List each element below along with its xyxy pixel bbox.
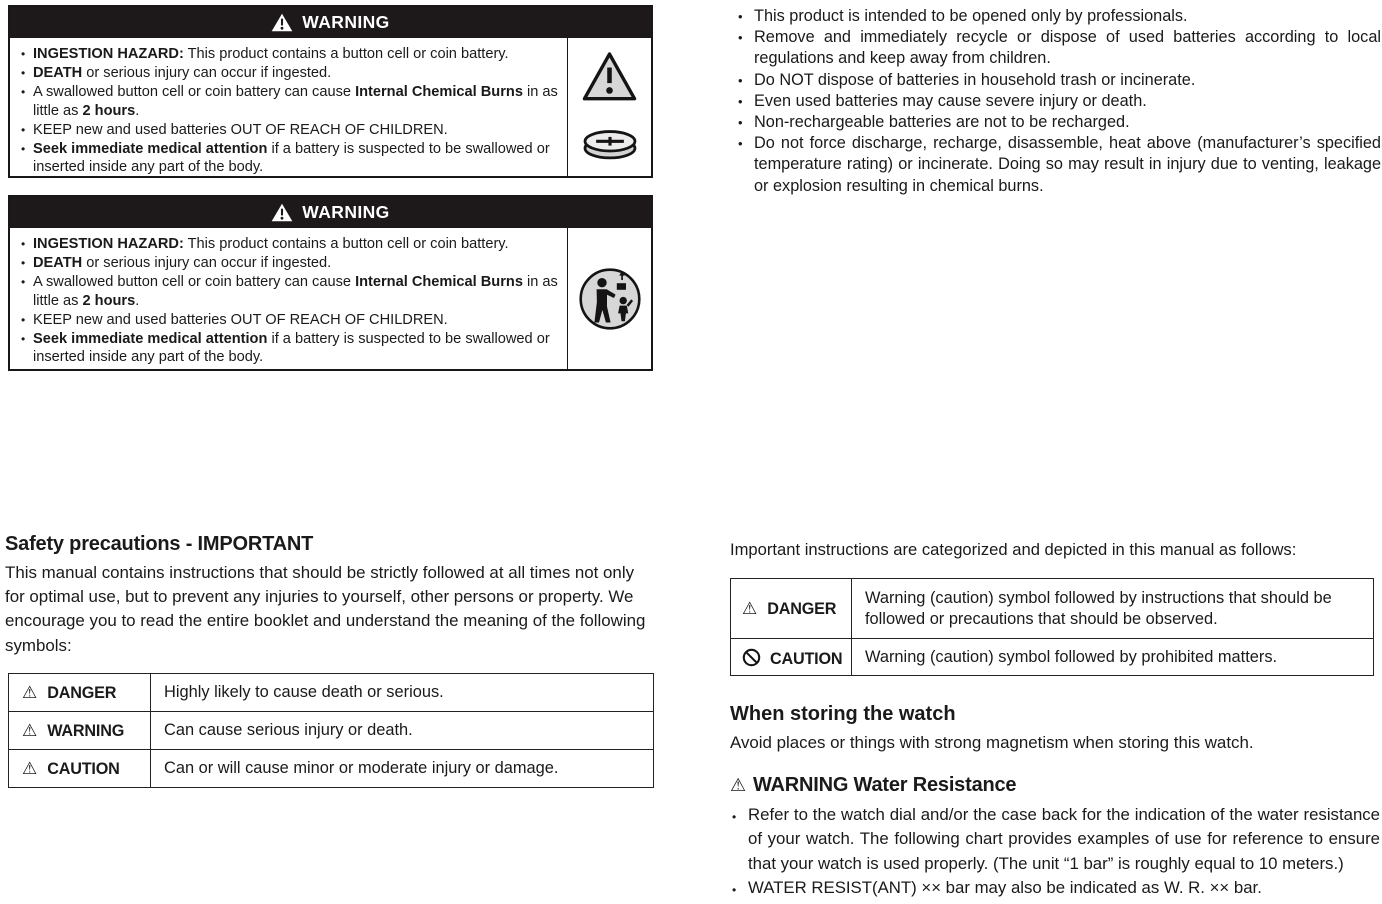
warning-bullet-list bbox=[19, 45, 561, 177]
water-resistance-item: • WATER RESIST(ANT) ×× bar may also be indicated as W. R. ×× bar. bbox=[730, 876, 1380, 900]
table-row bbox=[731, 579, 1374, 639]
precaution-item: • Remove and immediately recycle or dispose of used batteries according to local regulations and keep away from children. bbox=[735, 27, 1381, 69]
precaution-item: • Non-rechargeable batteries are not to be recharged. bbox=[735, 112, 1381, 133]
warning-bullet: • A swallowed button cell or coin battery can cause Internal Chemical Burns in as little as 2 hours. bbox=[19, 273, 561, 311]
warning-triangle-icon: ⚠ bbox=[742, 599, 758, 619]
warning-triangle-icon: ⚠ bbox=[22, 721, 38, 741]
categorization-intro: Important instructions are categorized and depicted in this manual as follows: bbox=[730, 540, 1297, 559]
warning-box-children bbox=[8, 195, 653, 371]
category-label: DANGER bbox=[767, 599, 837, 618]
water-resistance-item: • Refer to the watch dial and/or the case back for the indication of the water resistance of your watch. The following chart provides examples of use for reference to ensure that your watch is used properly. (The unit “1 bar” is roughly equal to 10 meters.) bbox=[730, 803, 1380, 876]
table-row bbox=[731, 639, 1374, 676]
warning-bullet-list bbox=[19, 235, 561, 367]
warning-bullet: • DEATH or serious injury can occur if ingested. bbox=[19, 64, 561, 83]
severity-table bbox=[8, 673, 654, 788]
precaution-item: • This product is intended to be opened only by professionals. bbox=[735, 6, 1381, 27]
prohibition-icon bbox=[742, 648, 761, 667]
warning-bullet: • Seek immediate medical attention if a battery is suspected to be swallowed or inserted inside any part of the body. bbox=[19, 140, 561, 178]
severity-label: CAUTION bbox=[47, 759, 120, 778]
table-row bbox=[9, 712, 654, 750]
severity-description: Can cause serious injury or death. bbox=[151, 712, 654, 750]
water-resistance-section bbox=[730, 774, 1380, 900]
warning-triangle-icon bbox=[271, 13, 293, 32]
precaution-item: • Do not force discharge, recharge, disassemble, heat above (manufacturer’s specified temperature rating) or incinerate. Doing so may result in injury due to venting, leakage or explosion resulting in chemical burns. bbox=[735, 133, 1381, 197]
water-resistance-list bbox=[730, 803, 1380, 900]
category-description: Warning (caution) symbol followed by prohibited matters. bbox=[852, 639, 1374, 676]
coin-battery-icon bbox=[581, 126, 639, 163]
safety-precautions-section bbox=[5, 533, 656, 658]
precaution-item: • Do NOT dispose of batteries in household trash or incinerate. bbox=[735, 70, 1381, 91]
warning-triangle-icon bbox=[271, 203, 293, 222]
section-heading: Safety precautions - IMPORTANT bbox=[5, 533, 314, 555]
warning-bullet: • A swallowed button cell or coin battery can cause Internal Chemical Burns in as little as 2 hours. bbox=[19, 83, 561, 121]
warning-triangle-icon: ⚠ bbox=[22, 683, 38, 703]
warning-bullet: • DEATH or serious injury can occur if ingested. bbox=[19, 254, 561, 273]
warning-triangle-icon bbox=[581, 51, 638, 102]
category-label: CAUTION bbox=[770, 650, 843, 668]
precaution-item: • Even used batteries may cause severe injury or death. bbox=[735, 91, 1381, 112]
category-description: Warning (caution) symbol followed by instructions that should be followed or precautions that should be observed. bbox=[852, 579, 1374, 639]
warning-box-title: WARNING bbox=[302, 202, 390, 222]
section-body: Avoid places or things with strong magnetism when storing this watch. bbox=[730, 733, 1254, 752]
severity-description: Can or will cause minor or moderate injury or damage. bbox=[151, 750, 654, 788]
categorization-table bbox=[730, 578, 1374, 676]
severity-label: DANGER bbox=[47, 683, 117, 702]
warning-bullet: • INGESTION HAZARD: This product contains a button cell or coin battery. bbox=[19, 235, 561, 254]
table-row bbox=[9, 750, 654, 788]
severity-label: WARNING bbox=[47, 721, 125, 740]
warning-bullet: • KEEP new and used batteries OUT OF REACH OF CHILDREN. bbox=[19, 311, 561, 330]
section-heading: WARNING Water Resistance bbox=[752, 774, 1017, 796]
battery-precautions-list bbox=[735, 6, 1381, 197]
section-heading: When storing the watch bbox=[730, 703, 956, 725]
warning-bullet: • KEEP new and used batteries OUT OF REACH OF CHILDREN. bbox=[19, 121, 561, 140]
battery-precautions-list-container bbox=[735, 6, 1381, 197]
severity-description: Highly likely to cause death or serious. bbox=[151, 674, 654, 712]
section-body: This manual contains instructions that should be strictly followed at all times not only for optimal use, but to prevent any injuries to yourself, other persons or property. We encourage you to read the entire booklet and understand the meaning of the following symbols: bbox=[5, 563, 646, 655]
table-row bbox=[9, 674, 654, 712]
categorization-section bbox=[730, 540, 1375, 676]
keep-away-from-children-icon bbox=[578, 267, 642, 331]
warning-bullet: • Seek immediate medical attention if a battery is suspected to be swallowed or inserted inside any part of the body. bbox=[19, 330, 561, 368]
warning-box-header bbox=[10, 7, 651, 38]
warning-box-battery bbox=[8, 5, 653, 178]
warning-box-title: WARNING bbox=[302, 12, 390, 32]
warning-bullet: • INGESTION HAZARD: This product contains a button cell or coin battery. bbox=[19, 45, 561, 64]
warning-triangle-icon: ⚠ bbox=[730, 775, 746, 796]
warning-triangle-icon: ⚠ bbox=[22, 759, 38, 779]
warning-box-header bbox=[10, 197, 651, 228]
storing-section bbox=[730, 703, 1378, 753]
